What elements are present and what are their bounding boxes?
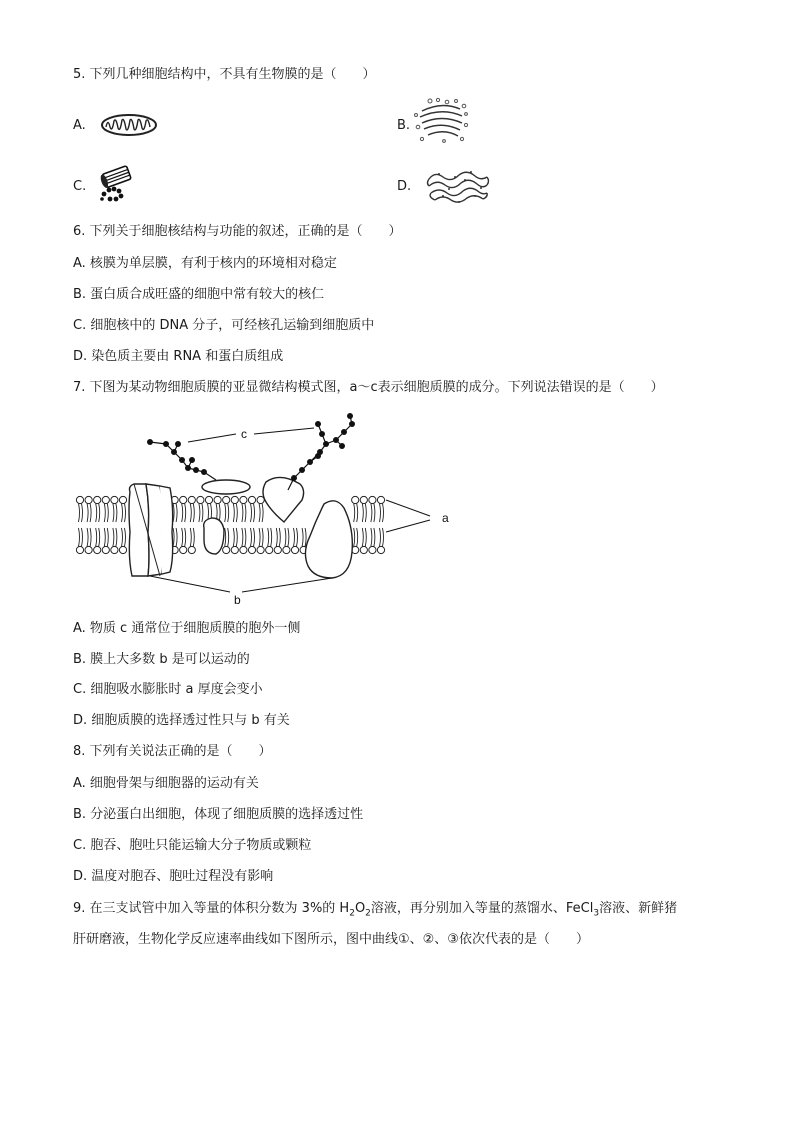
phospholipid-inner-tail [259, 528, 260, 546]
mitochondrion-icon [100, 113, 158, 137]
phospholipid-inner-head [188, 546, 195, 553]
phospholipid-outer-head [102, 496, 109, 503]
endoplasmic-reticulum-icon [425, 167, 491, 207]
phospholipid-inner-head [240, 546, 247, 553]
phospholipid-inner-tail [383, 528, 384, 546]
q7-option-d: D. 细胞质膜的选择透过性只与 b 有关 [73, 713, 290, 728]
phospholipid-outer-tail [380, 504, 381, 522]
phospholipid-inner-tail [185, 528, 186, 546]
phospholipid-outer-head [205, 496, 212, 503]
phospholipid-outer-tail [82, 504, 83, 522]
phospholipid-outer-head [94, 496, 101, 503]
phospholipid-outer-tail [125, 504, 126, 522]
phospholipid-outer-tail [354, 504, 355, 522]
phospholipid-inner-head [266, 546, 273, 553]
phospholipid-inner-tail [285, 528, 286, 546]
phospholipid-outer-head [369, 496, 376, 503]
q6-option-d: D. 染色质主要由 RNA 和蛋白质组成 [73, 349, 284, 364]
phospholipid-outer-tail [199, 504, 200, 522]
phospholipid-outer-tail [233, 504, 234, 522]
phospholipid-outer-tail [182, 504, 183, 522]
q7-stem: 7. 下图为某动物细胞质膜的亚显微结构模式图，a～c表示细胞质膜的成分。下列说法错误的是（ ） [73, 380, 664, 395]
q7-option-a: A. 物质 c 通常位于细胞质膜的胞外一侧 [73, 621, 301, 636]
phospholipid-outer-tail [104, 504, 105, 522]
q9-text-2: O [354, 901, 366, 916]
q7-option-c: C. 细胞吸水膨胀时 a 厚度会变小 [73, 682, 263, 697]
phospholipid-inner-head [257, 546, 264, 553]
phospholipid-inner-tail [365, 528, 366, 546]
phospholipid-inner-tail [380, 528, 381, 546]
q8-stem: 8. 下列有关说法正确的是（ ） [73, 744, 272, 759]
phospholipid-outer-head [240, 496, 247, 503]
phospholipid-inner-head [76, 546, 83, 553]
phospholipid-inner-tail [236, 528, 237, 546]
transmembrane-protein [305, 501, 352, 578]
phospholipid-outer-tail [107, 504, 108, 522]
phospholipid-outer-head [76, 496, 83, 503]
phospholipid-outer-head [197, 496, 204, 503]
q5-option-c-letter: C. [73, 179, 87, 194]
phospholipid-inner-head [102, 546, 109, 553]
phospholipid-inner-tail [104, 528, 105, 546]
phospholipid-outer-tail [202, 504, 203, 522]
q9-text-1: 9. 在三支试管中加入等量的体积分数为 3%的 H [73, 901, 350, 916]
phospholipid-inner-tail [225, 528, 226, 546]
phospholipid-inner-tail [371, 528, 372, 546]
phospholipid-inner-tail [305, 528, 306, 546]
phospholipid-outer-tail [262, 504, 263, 522]
q9-sub-3: 3 [593, 908, 600, 919]
q5-option-b-letter: B. [397, 118, 411, 133]
phospholipid-outer-head [214, 496, 221, 503]
q9-text-4: 溶液、新鲜猪 [599, 901, 678, 916]
phospholipid-inner-tail [99, 528, 100, 546]
phospholipid-outer-tail [383, 504, 384, 522]
phospholipid-inner-tail [251, 528, 252, 546]
phospholipid-inner-tail [279, 528, 280, 546]
phospholipid-inner-head [291, 546, 298, 553]
phospholipid-inner-head [274, 546, 281, 553]
phospholipid-outer-tail [365, 504, 366, 522]
phospholipid-outer-tail [176, 504, 177, 522]
phospholipid-inner-tail [116, 528, 117, 546]
phospholipid-outer-tail [99, 504, 100, 522]
q6-stem: 6. 下列关于细胞核结构与功能的叙述，正确的是（ ） [73, 224, 402, 239]
phospholipid-inner-tail [90, 528, 91, 546]
phospholipid-inner-tail [82, 528, 83, 546]
phospholipid-inner-head [223, 546, 230, 553]
phospholipid-outer-tail [254, 504, 255, 522]
golgi-apparatus-icon [414, 97, 468, 143]
phospholipid-inner-head [180, 546, 187, 553]
phospholipid-outer-tail [190, 504, 191, 522]
phospholipid-outer-tail [371, 504, 372, 522]
phospholipid-inner-tail [87, 528, 88, 546]
phospholipid-outer-head [180, 496, 187, 503]
phospholipid-inner-tail [228, 528, 229, 546]
phospholipid-inner-tail [302, 528, 303, 546]
phospholipid-outer-head [352, 496, 359, 503]
phospholipid-outer-tail [96, 504, 97, 522]
label-c: c [241, 427, 247, 441]
phospholipid-outer-tail [185, 504, 186, 522]
cell-membrane-diagram [70, 408, 470, 608]
q9-stem-line1 [73, 900, 677, 923]
phospholipid-outer-tail [122, 504, 123, 522]
phospholipid-inner-tail [79, 528, 80, 546]
phospholipid-inner-tail [107, 528, 108, 546]
phospholipid-inner-tail [96, 528, 97, 546]
phospholipid-inner-tail [113, 528, 114, 546]
phospholipid-inner-head [248, 546, 255, 553]
q6-option-a: A. 核膜为单层膜，有利于核内的环境相对稳定 [73, 256, 337, 271]
phospholipid-outer-tail [362, 504, 363, 522]
phospholipid-inner-tail [288, 528, 289, 546]
phospholipid-outer-tail [251, 504, 252, 522]
phospholipid-inner-tail [233, 528, 234, 546]
phospholipid-inner-tail [271, 528, 272, 546]
phospholipid-outer-head [85, 496, 92, 503]
q9-stem-line2: 肝研磨液，生物化学反应速率曲线如下图所示，图中曲线①、②、③依次代表的是（ ） [73, 932, 589, 947]
phospholipid-inner-tail [193, 528, 194, 546]
centriole-icon [92, 164, 136, 202]
phospholipid-inner-tail [254, 528, 255, 546]
q7-option-b: B. 膜上大多数 b 是可以运动的 [73, 652, 250, 667]
phospholipid-outer-tail [245, 504, 246, 522]
phospholipid-outer-tail [357, 504, 358, 522]
phospholipid-inner-tail [374, 528, 375, 546]
q9-text-3: 溶液，再分别加入等量的蒸馏水、FeCl [370, 901, 594, 916]
glycoprotein [263, 477, 304, 522]
phospholipid-outer-tail [87, 504, 88, 522]
phospholipid-outer-tail [236, 504, 237, 522]
peripheral-protein [202, 480, 250, 494]
phospholipid-outer-tail [90, 504, 91, 522]
phospholipid-inner-tail [176, 528, 177, 546]
phospholipid-inner-head [369, 546, 376, 553]
phospholipid-outer-tail [242, 504, 243, 522]
phospholipid-outer-tail [79, 504, 80, 522]
phospholipid-outer-tail [113, 504, 114, 522]
q8-option-c: C. 胞吞、胞吐只能运输大分子物质或颗粒 [73, 838, 312, 853]
phospholipid-outer-tail [219, 504, 220, 522]
q8-option-a: A. 细胞骨架与细胞器的运动有关 [73, 776, 259, 791]
phospholipid-outer-head [360, 496, 367, 503]
phospholipid-outer-head [248, 496, 255, 503]
phospholipid-inner-tail [122, 528, 123, 546]
label-a: a [442, 511, 449, 525]
phospholipid-inner-tail [268, 528, 269, 546]
phospholipid-inner-head [111, 546, 118, 553]
phospholipid-outer-tail [193, 504, 194, 522]
phospholipid-inner-head [283, 546, 290, 553]
phospholipid-outer-head [231, 496, 238, 503]
phospholipid-outer-tail [228, 504, 229, 522]
q9-sub-2: 2 [365, 908, 371, 919]
q5-option-d-letter: D. [397, 179, 412, 194]
phospholipid-inner-tail [362, 528, 363, 546]
embedded-protein [204, 518, 224, 554]
phospholipid-inner-tail [182, 528, 183, 546]
phospholipid-outer-head [223, 496, 230, 503]
phospholipid-outer-tail [116, 504, 117, 522]
phospholipid-outer-head [111, 496, 118, 503]
phospholipid-inner-tail [190, 528, 191, 546]
phospholipid-inner-head [119, 546, 126, 553]
phospholipid-inner-tail [297, 528, 298, 546]
phospholipid-inner-tail [294, 528, 295, 546]
q8-option-d: D. 温度对胞吞、胞吐过程没有影响 [73, 869, 274, 884]
phospholipid-inner-tail [242, 528, 243, 546]
phospholipid-inner-head [85, 546, 92, 553]
phospholipid-outer-tail [259, 504, 260, 522]
phospholipid-outer-tail [225, 504, 226, 522]
phospholipid-inner-head [231, 546, 238, 553]
phospholipid-inner-tail [276, 528, 277, 546]
phospholipid-inner-tail [125, 528, 126, 546]
phospholipid-inner-head [94, 546, 101, 553]
phospholipid-outer-head [257, 496, 264, 503]
phospholipid-outer-head [188, 496, 195, 503]
q5-stem: 5. 下列几种细胞结构中，不具有生物膜的是（ ） [73, 67, 376, 82]
phospholipid-outer-head [377, 496, 384, 503]
phospholipid-outer-head [119, 496, 126, 503]
q8-option-b: B. 分泌蛋白出细胞，体现了细胞质膜的选择透过性 [73, 807, 364, 822]
phospholipid-outer-tail [374, 504, 375, 522]
q6-option-c: C. 细胞核中的 DNA 分子，可经核孔运输到细胞质中 [73, 318, 375, 333]
phospholipid-inner-tail [245, 528, 246, 546]
phospholipid-inner-tail [354, 528, 355, 546]
q5-option-a-letter: A. [73, 118, 86, 133]
phospholipid-inner-tail [262, 528, 263, 546]
q6-option-b: B. 蛋白质合成旺盛的细胞中常有较大的核仁 [73, 287, 325, 302]
phospholipid-inner-tail [357, 528, 358, 546]
phospholipid-inner-head [377, 546, 384, 553]
label-b: b [234, 593, 241, 607]
channel-protein [129, 484, 173, 576]
q9-sub-1: 2 [349, 908, 355, 919]
phospholipid-inner-head [360, 546, 367, 553]
